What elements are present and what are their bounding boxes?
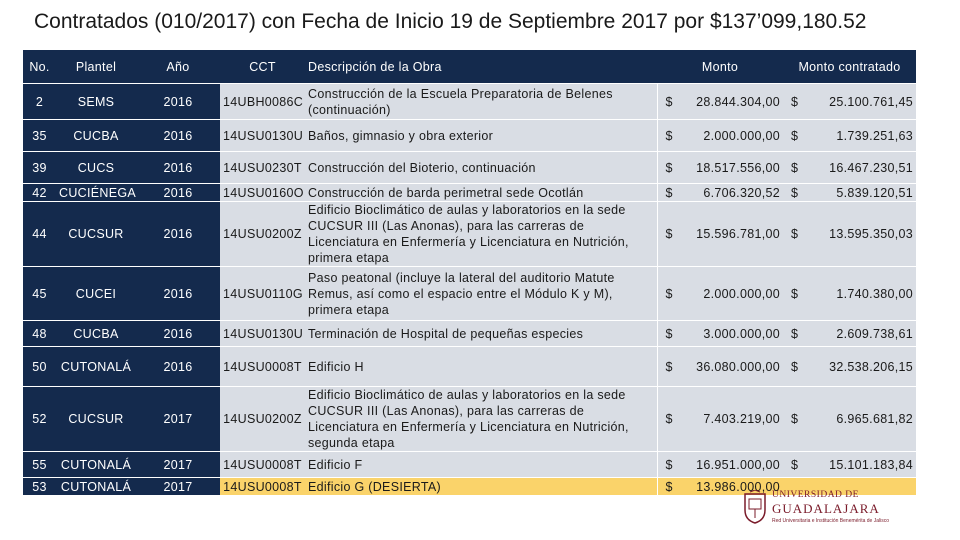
cell-no: 55 (23, 452, 56, 478)
cell-anio: 2016 (136, 152, 220, 184)
cell-monto: 2.000.000,00 (687, 267, 783, 321)
cell-monto: 15.596.781,00 (687, 202, 783, 267)
cell-descripcion: Edificio F (305, 452, 657, 478)
cell-anio: 2017 (136, 478, 220, 496)
header-descripcion: Descripción de la Obra (305, 50, 657, 84)
table-header-row (23, 50, 916, 84)
cell-monto-currency: $ (657, 267, 687, 321)
logo-line-2: GUADALAJARA (772, 501, 880, 516)
cell-monto-contratado: 1.739.251,63 (807, 120, 916, 152)
cell-monto-currency: $ (657, 120, 687, 152)
cell-monto: 18.517.556,00 (687, 152, 783, 184)
header-no: No. (23, 50, 56, 84)
cell-monto: 36.080.000,00 (687, 347, 783, 387)
cell-descripcion: Baños, gimnasio y obra exterior (305, 120, 657, 152)
table-row (23, 152, 916, 184)
cell-contratado-currency: $ (783, 452, 807, 478)
cell-contratado-currency: $ (783, 321, 807, 347)
cell-descripcion: Edificio H (305, 347, 657, 387)
cell-contratado-currency: $ (783, 347, 807, 387)
table-row (23, 202, 916, 267)
cell-plantel: CUTONALÁ (56, 478, 136, 496)
university-seal-icon (742, 490, 768, 524)
cell-no: 2 (23, 84, 56, 120)
cell-monto-contratado: 15.101.183,84 (807, 452, 916, 478)
cell-anio: 2016 (136, 347, 220, 387)
table-body (23, 84, 916, 496)
cell-descripcion: Edificio Bioclimático de aulas y laboratorios en la sede CUCSUR III (Las Anonas), para las carreras de Licenciatura en Enfermería y Licenciatura en Nutrición, segunda etapa (305, 387, 657, 452)
university-logo (742, 490, 889, 530)
cell-no: 44 (23, 202, 56, 267)
cell-contratado-currency: $ (783, 152, 807, 184)
cell-anio: 2016 (136, 84, 220, 120)
cell-cct: 14USU0130U (220, 321, 305, 347)
cell-descripcion: Paso peatonal (incluye la lateral del auditorio Matute Remus, así como el espacio entre el Módulo K y M), primera etapa (305, 267, 657, 321)
cell-monto-contratado: 16.467.230,51 (807, 152, 916, 184)
cell-anio: 2016 (136, 202, 220, 267)
cell-cct: 14USU0230T (220, 152, 305, 184)
contracts-table (23, 50, 916, 496)
cell-anio: 2016 (136, 120, 220, 152)
cell-cct: 14USU0110G (220, 267, 305, 321)
cell-contratado-currency: $ (783, 84, 807, 120)
table-row (23, 267, 916, 321)
cell-monto-currency: $ (657, 347, 687, 387)
cell-cct: 14USU0008T (220, 452, 305, 478)
cell-monto-contratado: 32.538.206,15 (807, 347, 916, 387)
header-monto: Monto (657, 50, 783, 84)
page-title: Contratados (010/2017) con Fecha de Inicio 19 de Septiembre 2017 por $137’099,180.52 (34, 10, 867, 33)
cell-monto-contratado: 25.100.761,45 (807, 84, 916, 120)
cell-plantel: CUCEI (56, 267, 136, 321)
cell-contratado-currency: $ (783, 184, 807, 202)
cell-monto-currency: $ (657, 387, 687, 452)
cell-descripcion: Construcción de barda perimetral sede Ocotlán (305, 184, 657, 202)
cell-monto: 13.986.000,00 (687, 478, 783, 496)
header-cct: CCT (220, 50, 305, 84)
cell-monto: 7.403.219,00 (687, 387, 783, 452)
cell-contratado-currency: $ (783, 202, 807, 267)
cell-cct: 14USU0008T (220, 478, 305, 496)
cell-monto-currency: $ (657, 152, 687, 184)
logo-line-1: UNIVERSIDAD DE (772, 490, 859, 500)
cell-descripcion: Terminación de Hospital de pequeñas especies (305, 321, 657, 347)
table-row (23, 84, 916, 120)
cell-descripcion: Edificio G (DESIERTA) (305, 478, 657, 496)
cell-anio: 2016 (136, 267, 220, 321)
cell-plantel: CUCS (56, 152, 136, 184)
cell-plantel: SEMS (56, 84, 136, 120)
cell-monto-currency: $ (657, 202, 687, 267)
table-row (23, 120, 916, 152)
cell-contratado-currency: $ (783, 267, 807, 321)
cell-no: 35 (23, 120, 56, 152)
table-row (23, 184, 916, 202)
cell-monto-currency: $ (657, 452, 687, 478)
cell-no: 52 (23, 387, 56, 452)
cell-monto-currency: $ (657, 478, 687, 496)
cell-plantel: CUTONALÁ (56, 347, 136, 387)
header-plantel: Plantel (56, 50, 136, 84)
cell-monto-currency: $ (657, 321, 687, 347)
cell-anio: 2017 (136, 452, 220, 478)
table-row (23, 347, 916, 387)
cell-no: 53 (23, 478, 56, 496)
cell-plantel: CUCSUR (56, 387, 136, 452)
cell-monto-contratado: 13.595.350,03 (807, 202, 916, 267)
cell-no: 48 (23, 321, 56, 347)
cell-no: 42 (23, 184, 56, 202)
cell-cct: 14UBH0086C (220, 84, 305, 120)
cell-monto-contratado: 6.965.681,82 (807, 387, 916, 452)
cell-monto: 3.000.000,00 (687, 321, 783, 347)
logo-line-3: Red Universitaria e Institución Benemérita de Jalisco (772, 518, 889, 524)
cell-cct: 14USU0200Z (220, 202, 305, 267)
cell-contratado-currency: $ (783, 120, 807, 152)
table-row (23, 452, 916, 478)
cell-contratado-currency: $ (783, 387, 807, 452)
cell-monto: 16.951.000,00 (687, 452, 783, 478)
header-anio: Año (136, 50, 220, 84)
cell-monto-currency: $ (657, 84, 687, 120)
cell-monto-contratado: 5.839.120,51 (807, 184, 916, 202)
cell-cct: 14USU0008T (220, 347, 305, 387)
header-monto-contratado: Monto contratado (783, 50, 916, 84)
cell-monto: 28.844.304,00 (687, 84, 783, 120)
cell-plantel: CUCBA (56, 120, 136, 152)
cell-no: 39 (23, 152, 56, 184)
cell-anio: 2016 (136, 184, 220, 202)
cell-anio: 2017 (136, 387, 220, 452)
cell-anio: 2016 (136, 321, 220, 347)
cell-monto: 2.000.000,00 (687, 120, 783, 152)
cell-no: 50 (23, 347, 56, 387)
cell-plantel: CUTONALÁ (56, 452, 136, 478)
cell-descripcion: Construcción de la Escuela Preparatoria de Belenes (continuación) (305, 84, 657, 120)
cell-plantel: CUCIÉNEGA (56, 184, 136, 202)
cell-monto-contratado: 2.609.738,61 (807, 321, 916, 347)
cell-no: 45 (23, 267, 56, 321)
cell-monto: 6.706.320,52 (687, 184, 783, 202)
cell-monto-currency: $ (657, 184, 687, 202)
cell-descripcion: Construcción del Bioterio, continuación (305, 152, 657, 184)
cell-cct: 14USU0160O (220, 184, 305, 202)
cell-cct: 14USU0130U (220, 120, 305, 152)
table-row (23, 321, 916, 347)
cell-cct: 14USU0200Z (220, 387, 305, 452)
table-row (23, 387, 916, 452)
cell-descripcion: Edificio Bioclimático de aulas y laboratorios en la sede CUCSUR III (Las Anonas), para las carreras de Licenciatura en Enfermería y Licenciatura en Nutrición, primera etapa (305, 202, 657, 267)
cell-plantel: CUCBA (56, 321, 136, 347)
cell-plantel: CUCSUR (56, 202, 136, 267)
cell-monto-contratado: 1.740.380,00 (807, 267, 916, 321)
